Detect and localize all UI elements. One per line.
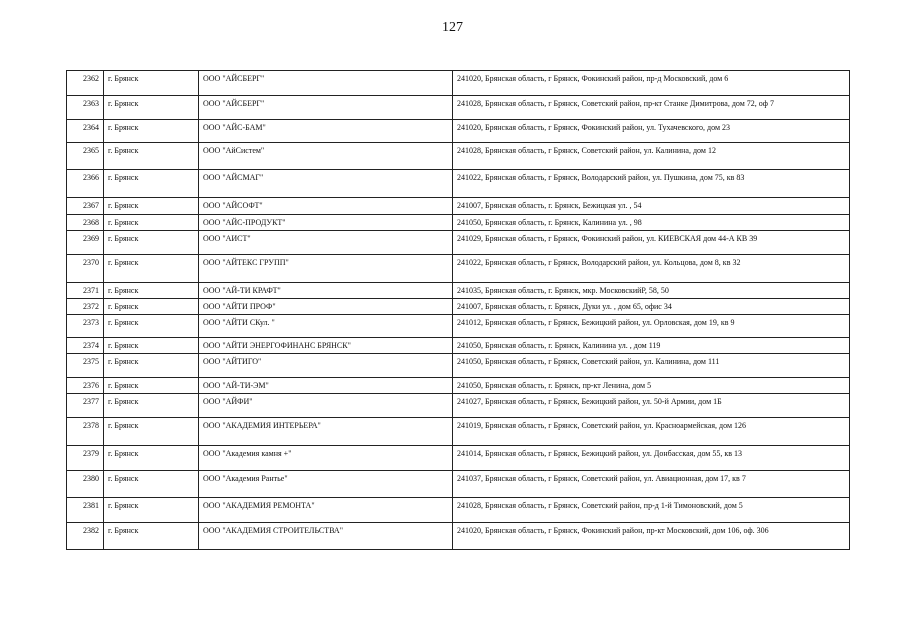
table-row bbox=[67, 215, 850, 231]
table-row bbox=[67, 170, 850, 198]
row-number: 2378 bbox=[67, 418, 104, 446]
registry-rows bbox=[67, 71, 850, 550]
row-number: 2365 bbox=[67, 143, 104, 170]
table-row bbox=[67, 471, 850, 498]
row-address: 241020, Брянская область, г Брянск, Фокинский район, пр-кт Московский, дом 106, оф. 306 bbox=[453, 523, 850, 550]
row-organization: ООО "АЙС-ПРОДУКТ" bbox=[199, 215, 453, 231]
row-number: 2379 bbox=[67, 446, 104, 471]
row-address: 241022, Брянская область, г Брянск, Володарский район, ул. Кольцова, дом 8, кв 32 bbox=[453, 255, 850, 283]
row-organization: ООО "АЙТИ ПРОФ" bbox=[199, 299, 453, 315]
row-city: г. Брянск bbox=[104, 523, 199, 550]
row-number: 2368 bbox=[67, 215, 104, 231]
row-address: 241029, Брянская область, г Брянск, Фокинский район, ул. КИЕВСКАЯ дом 44-А КВ 39 bbox=[453, 231, 850, 255]
row-number: 2376 bbox=[67, 378, 104, 394]
table-row bbox=[67, 418, 850, 446]
row-organization: ООО "Академия Рантье" bbox=[199, 471, 453, 498]
row-city: г. Брянск bbox=[104, 283, 199, 299]
row-organization: ООО "АКАДЕМИЯ СТРОИТЕЛЬСТВА" bbox=[199, 523, 453, 550]
row-city: г. Брянск bbox=[104, 231, 199, 255]
row-city: г. Брянск bbox=[104, 498, 199, 523]
table-row bbox=[67, 71, 850, 96]
table-row bbox=[67, 378, 850, 394]
table-row bbox=[67, 523, 850, 550]
row-address: 241050, Брянская область, г. Брянск, Калинина ул. , 98 bbox=[453, 215, 850, 231]
row-address: 241022, Брянская область, г Брянск, Володарский район, ул. Пушкина, дом 75, кв 83 bbox=[453, 170, 850, 198]
row-address: 241028, Брянская область, г Брянск, Советский район, пр-кт Станке Димитрова, дом 72, оф 7 bbox=[453, 96, 850, 120]
row-number: 2366 bbox=[67, 170, 104, 198]
table-row bbox=[67, 315, 850, 338]
table-row bbox=[67, 198, 850, 215]
row-number: 2369 bbox=[67, 231, 104, 255]
row-organization: ООО "АИСТ" bbox=[199, 231, 453, 255]
row-address: 241007, Брянская область, г. Брянск, Бежицкая ул. , 54 bbox=[453, 198, 850, 215]
row-city: г. Брянск bbox=[104, 418, 199, 446]
row-city: г. Брянск bbox=[104, 96, 199, 120]
row-number: 2367 bbox=[67, 198, 104, 215]
table-row bbox=[67, 96, 850, 120]
row-organization: ООО "АЙС-БАМ" bbox=[199, 120, 453, 143]
row-number: 2362 bbox=[67, 71, 104, 96]
row-number: 2372 bbox=[67, 299, 104, 315]
row-organization: ООО "АЙТЕКС ГРУПП" bbox=[199, 255, 453, 283]
row-organization: ООО "АЙТИ СКул. " bbox=[199, 315, 453, 338]
row-address: 241037, Брянская область, г Брянск, Советский район, ул. Авиационная, дом 17, кв 7 bbox=[453, 471, 850, 498]
row-address: 241014, Брянская область, г Брянск, Бежицкий район, ул. Донбасская, дом 55, кв 13 bbox=[453, 446, 850, 471]
row-organization: ООО "АЙСМАГ" bbox=[199, 170, 453, 198]
table-row bbox=[67, 143, 850, 170]
table-row bbox=[67, 299, 850, 315]
table-row bbox=[67, 446, 850, 471]
row-address: 241027, Брянская область, г Брянск, Бежицкий район, ул. 50-й Армии, дом 1Б bbox=[453, 394, 850, 418]
row-number: 2371 bbox=[67, 283, 104, 299]
table-row bbox=[67, 255, 850, 283]
page-number: 127 bbox=[442, 20, 463, 35]
row-address: 241020, Брянская область, г Брянск, Фокинский район, ул. Тухачевского, дом 23 bbox=[453, 120, 850, 143]
row-address: 241028, Брянская область, г Брянск, Советский район, ул. Калинина, дом 12 bbox=[453, 143, 850, 170]
row-organization: ООО "АКАДЕМИЯ РЕМОНТА" bbox=[199, 498, 453, 523]
registry-table bbox=[66, 70, 850, 550]
row-city: г. Брянск bbox=[104, 170, 199, 198]
row-number: 2363 bbox=[67, 96, 104, 120]
row-address: 241007, Брянская область, г. Брянск, Дуки ул. , дом 65, офис 34 bbox=[453, 299, 850, 315]
row-organization: ООО "АЙФИ" bbox=[199, 394, 453, 418]
table-row bbox=[67, 498, 850, 523]
row-city: г. Брянск bbox=[104, 354, 199, 378]
row-address: 241050, Брянская область, г. Брянск, Калинина ул. , дом 119 bbox=[453, 338, 850, 354]
row-address: 241028, Брянская область, г Брянск, Советский район, пр-д 1-й Тимоновский, дом 5 bbox=[453, 498, 850, 523]
row-city: г. Брянск bbox=[104, 446, 199, 471]
table-row bbox=[67, 338, 850, 354]
row-organization: ООО "АЙ-ТИ-ЭМ" bbox=[199, 378, 453, 394]
row-city: г. Брянск bbox=[104, 378, 199, 394]
table-row bbox=[67, 120, 850, 143]
row-organization: ООО "АЙСБЕРГ" bbox=[199, 71, 453, 96]
row-number: 2381 bbox=[67, 498, 104, 523]
row-address: 241012, Брянская область, г Брянск, Бежицкий район, ул. Орловская, дом 19, кв 9 bbox=[453, 315, 850, 338]
row-address: 241019, Брянская область, г Брянск, Советский район, ул. Красноармейская, дом 126 bbox=[453, 418, 850, 446]
row-number: 2370 bbox=[67, 255, 104, 283]
row-city: г. Брянск bbox=[104, 471, 199, 498]
table-row bbox=[67, 231, 850, 255]
row-organization: ООО "АЙТИГО" bbox=[199, 354, 453, 378]
row-city: г. Брянск bbox=[104, 394, 199, 418]
row-city: г. Брянск bbox=[104, 215, 199, 231]
row-city: г. Брянск bbox=[104, 143, 199, 170]
row-city: г. Брянск bbox=[104, 255, 199, 283]
row-number: 2364 bbox=[67, 120, 104, 143]
row-address: 241050, Брянская область, г Брянск, Советский район, ул. Калинина, дом 111 bbox=[453, 354, 850, 378]
row-organization: ООО "АЙСБЕРГ" bbox=[199, 96, 453, 120]
table-row bbox=[67, 283, 850, 299]
row-city: г. Брянск bbox=[104, 315, 199, 338]
row-organization: ООО "АКАДЕМИЯ ИНТЕРЬЕРА" bbox=[199, 418, 453, 446]
row-number: 2377 bbox=[67, 394, 104, 418]
row-organization: ООО "АйСистем" bbox=[199, 143, 453, 170]
table-row bbox=[67, 394, 850, 418]
row-number: 2380 bbox=[67, 471, 104, 498]
row-address: 241020, Брянская область, г Брянск, Фокинский район, пр-д Московский, дом 6 bbox=[453, 71, 850, 96]
row-organization: ООО "Академия камня +" bbox=[199, 446, 453, 471]
row-city: г. Брянск bbox=[104, 338, 199, 354]
row-number: 2373 bbox=[67, 315, 104, 338]
row-city: г. Брянск bbox=[104, 120, 199, 143]
table-row bbox=[67, 354, 850, 378]
row-organization: ООО "АЙСОФТ" bbox=[199, 198, 453, 215]
row-city: г. Брянск bbox=[104, 299, 199, 315]
row-organization: ООО "АЙ-ТИ КРАФТ" bbox=[199, 283, 453, 299]
row-address: 241050, Брянская область, г. Брянск, пр-кт Ленина, дом 5 bbox=[453, 378, 850, 394]
row-city: г. Брянск bbox=[104, 71, 199, 96]
row-organization: ООО "АЙТИ ЭНЕРГОФИНАНС БРЯНСК" bbox=[199, 338, 453, 354]
row-number: 2382 bbox=[67, 523, 104, 550]
row-city: г. Брянск bbox=[104, 198, 199, 215]
row-number: 2375 bbox=[67, 354, 104, 378]
row-number: 2374 bbox=[67, 338, 104, 354]
row-address: 241035, Брянская область, г. Брянск, мкр. МосковскийР, 58, 50 bbox=[453, 283, 850, 299]
